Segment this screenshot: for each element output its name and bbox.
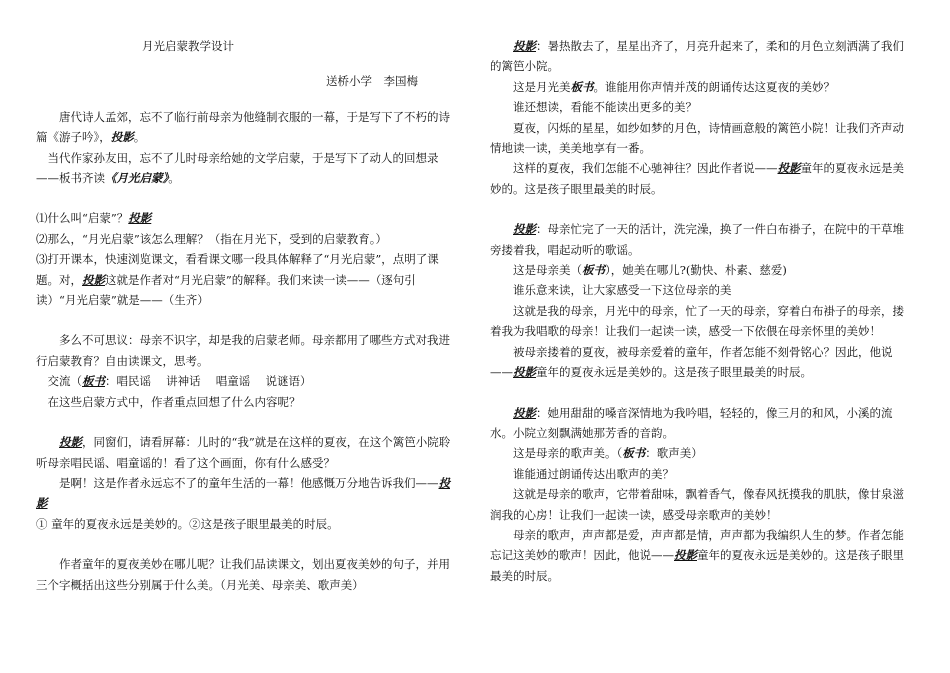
projection-tag: 投影	[513, 39, 536, 53]
reflection-paragraph: 是啊！这是作者永远忘不了的童年生活的一幕！他感慨万分地告诉我们——投影	[36, 475, 450, 511]
projection-tag: 投影	[513, 222, 536, 237]
focus-question: 在这些启蒙方式中，作者重点回想了什么内容呢？	[47, 394, 301, 409]
exchange-line: 交流（板书：唱民谣 讲神话 唱童谣 说谜语）	[47, 374, 312, 389]
moonlight-projection: 投影：暑热散去了，星星出齐了，月亮升起来了，柔和的月色立刻洒满了我们的篱笆小院。	[490, 39, 904, 74]
screen-paragraph: 投影，同窗们，请看屏幕：儿时的“我”就是在这样的夏夜，在这个篱笆小院聆听母亲唱民谣、唱童谣的！看了这个画面，你有什么感受？	[36, 435, 451, 470]
mother-read-line: 谁乐意来读，让大家感受一下这位母亲的美	[513, 283, 732, 298]
left-column	[36, 36, 456, 595]
projection-tag: 投影	[36, 475, 450, 511]
song-beauty-line: 这是母亲的歌声美。（板书：歌声美）	[513, 446, 703, 461]
mother-beauty-line: 这是母亲美（板书），她美在哪儿?(勤快、朴素、慈爱)	[513, 263, 787, 278]
board-tag: 板书	[82, 374, 105, 389]
author-line: 送桥小学 李国梅	[326, 74, 418, 89]
projection-tag: 投影	[513, 405, 536, 420]
question-1: ⑴什么叫“启蒙”？投影	[36, 211, 152, 226]
projection-tag: 投影	[128, 211, 152, 226]
right-column	[490, 36, 910, 586]
projection-tag: 投影	[513, 365, 536, 380]
moonlight-beauty-line: 这是月光美板书。谁能用你声情并茂的朗诵传达这夏夜的美妙？	[513, 79, 835, 94]
document-title: 月光启蒙教学设计	[142, 39, 234, 53]
mother-projection: 投影：母亲忙完了一天的活计，洗完澡，换了一件白布褂子，在院中的干草堆旁搂着我，唱起动听的歌谣。	[490, 222, 904, 257]
song-paragraph: 这就是母亲的歌声，它带着甜味，飘着香气，像春风抚摸我的肌肤，像甘泉滋润我的心房！让我们一起读一读，感受母亲歌声的美妙！	[490, 487, 904, 522]
projection-tag: 投影	[82, 272, 105, 287]
question-3: ⑶打开课本，快速浏览课文，看看课文哪一段具体解释了“月光启蒙”，点明了课题。对，投影这就是作者对“月光启蒙”的解释。我们来读一读——（逐句引读）“月光启蒙”就是——（生齐）	[36, 252, 439, 308]
song-conclusion: 母亲的歌声，声声都是爱，声声都是情，声声都为我编织人生的梦。作者怎能忘记这美妙的歌声！因此，他说——投影童年的夏夜永远是美妙的。这是孩子眼里最美的时辰。	[490, 527, 904, 583]
board-tag: 板书	[622, 446, 646, 461]
moonlight-conclusion: 这样的夏夜，我们怎能不心驰神往？因此作者说——投影童年的夏夜永远是美妙的。这是孩子眼里最美的时辰。	[490, 161, 904, 196]
mother-conclusion: 被母亲搂着的夏夜，被母亲爱着的童年，作者怎能不刻骨铭心？因此，他说——投影童年的夏夜永远是美妙的。这是孩子眼里最美的时辰。	[490, 344, 893, 380]
board-tag: 板书	[570, 79, 594, 94]
read-again-line: 谁还想读，看能不能读出更多的美？	[513, 100, 697, 115]
projection-tag: 投影	[777, 161, 801, 176]
mother-paragraph: 这就是我的母亲，月光中的母亲，忙了一天的母亲，穿着白布褂子的母亲，搂着我为我唱歌的母亲！让我们一起读一读，感受一下依偎在母亲怀里的美妙！	[490, 303, 904, 339]
author-intro-paragraph: 当代作家孙友田，忘不了儿时母亲给她的文学启蒙，于是写下了动人的回想录——板书齐读《月光启蒙》。	[36, 150, 439, 186]
question-2: ⑵那么，“月光启蒙”该怎么理解？（指在月光下，受到的启蒙教育。）	[36, 231, 388, 246]
projection-tag: 投影	[110, 130, 134, 145]
summer-night-paragraph: 夏夜，闪烁的星星，如纱如梦的月色，诗情画意般的篱笆小院！让我们齐声动情地读一读，美美地享有一番。	[490, 120, 904, 156]
intro-paragraph: 唐代诗人孟郊，忘不了临行前母亲为他缝制衣服的一幕，于是写下了不朽的诗篇《游子吟》，投影。	[36, 109, 450, 145]
projection-tag: 投影	[674, 548, 697, 563]
board-tag: 板书	[582, 263, 605, 278]
summary-sentences: ① 童年的夏夜永远是美妙的。②这是孩子眼里最美的时辰。	[36, 516, 339, 531]
lesson-title-emphasis: 《月光启蒙》	[105, 171, 169, 186]
enlightenment-paragraph: 多么不可思议：母亲不识字，却是我的启蒙老师。母亲都用了哪些方式对我进行启蒙教育？自由读课文，思考。	[36, 333, 450, 368]
projection-tag: 投影	[59, 435, 82, 450]
song-projection: 投影：她用甜甜的嗓音深情地为我吟唱，轻轻的，像三月的和风，小溪的流水。小院立刻飘满她那芳香的音韵。	[490, 405, 893, 440]
reading-task-paragraph: 作者童年的夏夜美妙在哪儿呢？让我们品读课文，划出夏夜美妙的句子，并用三个字概括出这些分别属于什么美。（月光美、母亲美、歌声美）	[36, 557, 450, 592]
song-read-line: 谁能通过朗诵传达出歌声的美？	[513, 466, 674, 481]
